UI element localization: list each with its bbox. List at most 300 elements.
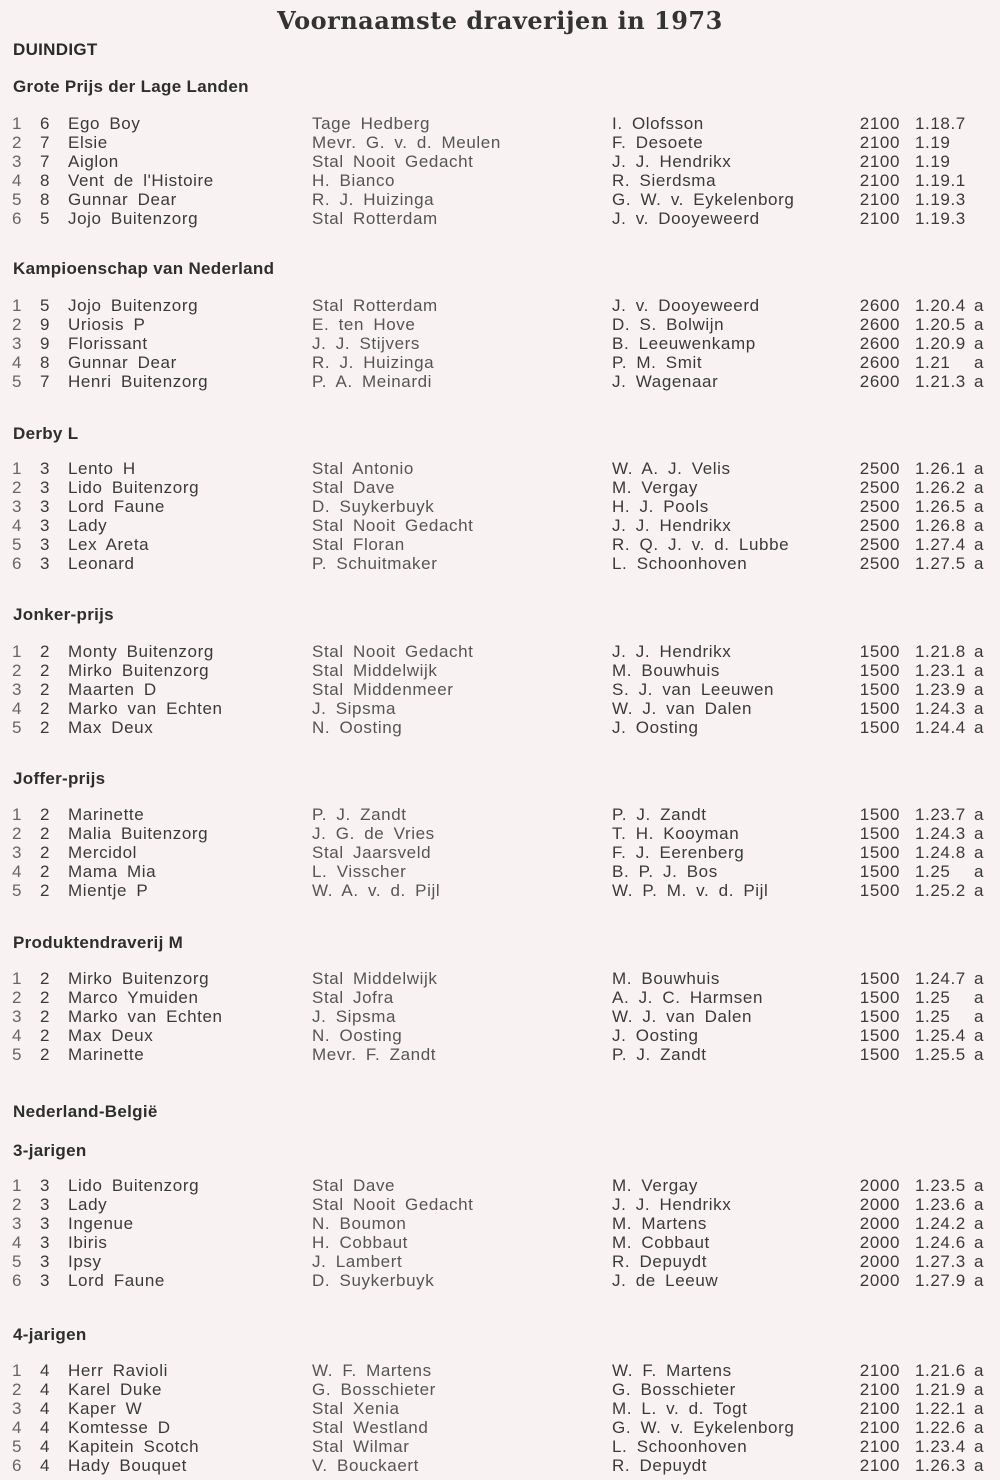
time-note: a — [974, 535, 985, 554]
driver-name: W. A. J. Velis — [612, 459, 731, 478]
finish-position: 4 — [12, 1418, 23, 1437]
horse-name: Gunnar Dear — [68, 353, 177, 372]
result-row — [0, 1233, 1000, 1253]
time-note: a — [974, 1437, 985, 1456]
owner-name: G. Bosschieter — [312, 1380, 436, 1399]
owner-name: Stal Nooit Gedacht — [312, 152, 474, 171]
time-note: a — [974, 718, 985, 737]
horse-name: Marco Ymuiden — [68, 988, 199, 1007]
race-distance: 2500 — [859, 497, 900, 516]
km-time: 1.25.2 — [915, 881, 966, 900]
horse-age: 3 — [40, 497, 51, 516]
race-distance: 1500 — [859, 1026, 900, 1045]
horse-age: 3 — [40, 1195, 51, 1214]
km-time: 1.27.4 — [915, 535, 966, 554]
finish-position: 3 — [12, 843, 23, 862]
horse-age: 8 — [40, 353, 51, 372]
race-distance: 1500 — [859, 805, 900, 824]
horse-name: Monty Buitenzorg — [68, 642, 214, 661]
result-row — [0, 171, 1000, 191]
km-time: 1.24.7 — [915, 969, 966, 988]
race-distance: 1500 — [859, 718, 900, 737]
owner-name: Stal Middenmeer — [312, 680, 454, 699]
time-note: a — [974, 1045, 985, 1064]
race-distance: 1500 — [859, 969, 900, 988]
driver-name: R. Sierdsma — [612, 171, 717, 190]
driver-name: G. W. v. Eykelenborg — [612, 190, 795, 209]
finish-position: 6 — [12, 1456, 23, 1475]
horse-name: Mercidol — [68, 843, 138, 862]
km-time: 1.27.3 — [915, 1252, 966, 1271]
time-note: a — [974, 372, 985, 391]
horse-name: Ingenue — [68, 1214, 134, 1233]
race-distance: 2500 — [859, 516, 900, 535]
horse-age: 3 — [40, 1271, 51, 1290]
horse-age: 2 — [40, 642, 51, 661]
result-row — [0, 516, 1000, 536]
horse-age: 2 — [40, 805, 51, 824]
time-note: a — [974, 516, 985, 535]
result-row — [0, 1176, 1000, 1196]
horse-age: 3 — [40, 1214, 51, 1233]
km-time: 1.21 — [915, 353, 951, 372]
horse-age: 4 — [40, 1380, 51, 1399]
result-row — [0, 1045, 1000, 1065]
horse-age: 2 — [40, 1026, 51, 1045]
driver-name: H. J. Pools — [612, 497, 709, 516]
horse-name: Uriosis P — [68, 315, 146, 334]
finish-position: 2 — [12, 1380, 23, 1399]
horse-name: Jojo Buitenzorg — [68, 209, 199, 228]
km-time: 1.19.3 — [915, 209, 966, 228]
owner-name: Stal Wilmar — [312, 1437, 410, 1456]
section-title: Produktendraverij M — [13, 933, 184, 952]
race-distance: 1500 — [859, 699, 900, 718]
finish-position: 5 — [12, 881, 23, 900]
horse-age: 5 — [40, 209, 51, 228]
section-title: Grote Prijs der Lage Landen — [13, 77, 249, 96]
horse-age: 3 — [40, 554, 51, 573]
finish-position: 6 — [12, 554, 23, 573]
owner-name: P. J. Zandt — [312, 805, 407, 824]
time-note: a — [974, 554, 985, 573]
horse-age: 4 — [40, 1437, 51, 1456]
race-distance: 2600 — [859, 296, 900, 315]
owner-name: N. Boumon — [312, 1214, 407, 1233]
finish-position: 3 — [12, 152, 23, 171]
km-time: 1.23.9 — [915, 680, 966, 699]
driver-name: J. J. Hendrikx — [612, 516, 732, 535]
owner-name: P. A. Meinardi — [312, 372, 433, 391]
horse-name: Lord Faune — [68, 1271, 165, 1290]
time-note: a — [974, 1026, 985, 1045]
race-distance: 1500 — [859, 881, 900, 900]
km-time: 1.25 — [915, 988, 951, 1007]
result-row — [0, 133, 1000, 153]
finish-position: 5 — [12, 718, 23, 737]
horse-name: Kaper W — [68, 1399, 143, 1418]
driver-name: M. Bouwhuis — [612, 969, 720, 988]
owner-name: Stal Westland — [312, 1418, 429, 1437]
horse-age: 4 — [40, 1418, 51, 1437]
horse-name: Karel Duke — [68, 1380, 163, 1399]
owner-name: Stal Dave — [312, 1176, 396, 1195]
horse-age: 3 — [40, 459, 51, 478]
race-distance: 2100 — [859, 1456, 900, 1475]
horse-age: 2 — [40, 881, 51, 900]
race-distance: 1500 — [859, 843, 900, 862]
result-row — [0, 1456, 1000, 1476]
driver-name: D. S. Bolwijn — [612, 315, 725, 334]
km-time: 1.19.1 — [915, 171, 966, 190]
horse-name: Henri Buitenzorg — [68, 372, 209, 391]
horse-name: Leonard — [68, 554, 135, 573]
owner-name: Stal Rotterdam — [312, 209, 438, 228]
section-title: Derby L — [13, 424, 79, 443]
finish-position: 3 — [12, 1399, 23, 1418]
km-time: 1.21.3 — [915, 372, 966, 391]
result-row — [0, 881, 1000, 901]
race-distance: 2100 — [859, 209, 900, 228]
finish-position: 4 — [12, 171, 23, 190]
result-row — [0, 152, 1000, 172]
result-row — [0, 1026, 1000, 1046]
race-distance: 2000 — [859, 1252, 900, 1271]
horse-name: Gunnar Dear — [68, 190, 177, 209]
driver-name: B. P. J. Bos — [612, 862, 718, 881]
km-time: 1.24.3 — [915, 824, 966, 843]
time-note: a — [974, 353, 985, 372]
km-time: 1.27.5 — [915, 554, 966, 573]
owner-name: Stal Nooit Gedacht — [312, 1195, 474, 1214]
result-row — [0, 680, 1000, 700]
horse-age: 2 — [40, 843, 51, 862]
result-row — [0, 862, 1000, 882]
owner-name: H. Cobbaut — [312, 1233, 408, 1252]
finish-position: 1 — [12, 969, 23, 988]
finish-position: 2 — [12, 988, 23, 1007]
horse-name: Ibiris — [68, 1233, 108, 1252]
driver-name: W. J. van Dalen — [612, 1007, 753, 1026]
driver-name: J. Oosting — [612, 1026, 699, 1045]
time-note: a — [974, 1399, 985, 1418]
driver-name: F. Desoete — [612, 133, 704, 152]
horse-age: 2 — [40, 969, 51, 988]
race-distance: 2500 — [859, 554, 900, 573]
owner-name: R. J. Huizinga — [312, 190, 435, 209]
driver-name: J. Oosting — [612, 718, 699, 737]
horse-age: 3 — [40, 535, 51, 554]
horse-age: 4 — [40, 1456, 51, 1475]
race-distance: 2000 — [859, 1195, 900, 1214]
result-row — [0, 805, 1000, 825]
result-row — [0, 209, 1000, 229]
race-distance: 1500 — [859, 680, 900, 699]
horse-name: Herr Ravioli — [68, 1361, 168, 1380]
finish-position: 1 — [12, 114, 23, 133]
horse-name: Lord Faune — [68, 497, 165, 516]
race-distance: 2600 — [859, 353, 900, 372]
horse-age: 2 — [40, 1007, 51, 1026]
finish-position: 2 — [12, 661, 23, 680]
horse-name: Lady — [68, 516, 108, 535]
race-distance: 1500 — [859, 642, 900, 661]
horse-name: Marinette — [68, 805, 145, 824]
time-note: a — [974, 1176, 985, 1195]
horse-age: 8 — [40, 171, 51, 190]
result-row — [0, 1195, 1000, 1215]
driver-name: T. H. Kooyman — [612, 824, 740, 843]
horse-age: 3 — [40, 1233, 51, 1252]
owner-name: Stal Floran — [312, 535, 405, 554]
race-distance: 2100 — [859, 1418, 900, 1437]
driver-name: P. J. Zandt — [612, 805, 707, 824]
finish-position: 1 — [12, 1176, 23, 1195]
section-title: Joffer-prijs — [13, 769, 106, 788]
km-time: 1.26.8 — [915, 516, 966, 535]
race-distance: 1500 — [859, 1045, 900, 1064]
driver-name: R. Q. J. v. d. Lubbe — [612, 535, 790, 554]
driver-name: R. Depuydt — [612, 1456, 708, 1475]
driver-name: G. Bosschieter — [612, 1380, 736, 1399]
time-note: a — [974, 699, 985, 718]
horse-name: Malia Buitenzorg — [68, 824, 209, 843]
time-note: a — [974, 1418, 985, 1437]
result-row — [0, 1418, 1000, 1438]
owner-name: J. J. Stijvers — [312, 334, 421, 353]
driver-name: J. v. Dooyeweerd — [612, 209, 760, 228]
km-time: 1.21.8 — [915, 642, 966, 661]
km-time: 1.19.3 — [915, 190, 966, 209]
horse-age: 3 — [40, 1252, 51, 1271]
time-note: a — [974, 1007, 985, 1026]
horse-name: Lady — [68, 1195, 108, 1214]
driver-name: P. J. Zandt — [612, 1045, 707, 1064]
result-row — [0, 372, 1000, 392]
owner-name: Mevr. G. v. d. Meulen — [312, 133, 501, 152]
time-note: a — [974, 661, 985, 680]
finish-position: 6 — [12, 1271, 23, 1290]
km-time: 1.26.2 — [915, 478, 966, 497]
km-time: 1.26.5 — [915, 497, 966, 516]
owner-name: N. Oosting — [312, 718, 403, 737]
finish-position: 1 — [12, 642, 23, 661]
section-title: 3-jarigen — [13, 1141, 87, 1160]
owner-name: V. Bouckaert — [312, 1456, 419, 1475]
race-distance: 1500 — [859, 862, 900, 881]
result-row — [0, 190, 1000, 210]
horse-age: 6 — [40, 114, 51, 133]
km-time: 1.21.6 — [915, 1361, 966, 1380]
horse-age: 8 — [40, 190, 51, 209]
race-distance: 2100 — [859, 1361, 900, 1380]
result-row — [0, 353, 1000, 373]
horse-name: Marinette — [68, 1045, 145, 1064]
horse-name: Marko van Echten — [68, 699, 223, 718]
result-row — [0, 824, 1000, 844]
driver-name: A. J. C. Harmsen — [612, 988, 764, 1007]
finish-position: 3 — [12, 334, 23, 353]
owner-name: Mevr. F. Zandt — [312, 1045, 437, 1064]
driver-name: J. v. Dooyeweerd — [612, 296, 760, 315]
race-distance: 2600 — [859, 315, 900, 334]
finish-position: 5 — [12, 1252, 23, 1271]
driver-name: I. Olofsson — [612, 114, 704, 133]
race-distance: 2000 — [859, 1176, 900, 1195]
owner-name: D. Suykerbuyk — [312, 1271, 435, 1290]
owner-name: Stal Dave — [312, 478, 396, 497]
time-note: a — [974, 805, 985, 824]
horse-name: Hady Bouquet — [68, 1456, 187, 1475]
result-row — [0, 661, 1000, 681]
km-time: 1.24.8 — [915, 843, 966, 862]
horse-name: Mientje P — [68, 881, 149, 900]
time-note: a — [974, 1195, 985, 1214]
time-note: a — [974, 1252, 985, 1271]
time-note: a — [974, 497, 985, 516]
horse-age: 2 — [40, 1045, 51, 1064]
result-row — [0, 296, 1000, 316]
result-row — [0, 554, 1000, 574]
finish-position: 5 — [12, 535, 23, 554]
horse-name: Max Deux — [68, 1026, 154, 1045]
result-row — [0, 699, 1000, 719]
horse-name: Elsie — [68, 133, 108, 152]
driver-name: R. Depuydt — [612, 1252, 708, 1271]
owner-name: N. Oosting — [312, 1026, 403, 1045]
owner-name: R. J. Huizinga — [312, 353, 435, 372]
horse-name: Lido Buitenzorg — [68, 478, 200, 497]
owner-name: W. A. v. d. Pijl — [312, 881, 441, 900]
race-distance: 2000 — [859, 1214, 900, 1233]
section-title: 4-jarigen — [13, 1325, 87, 1344]
km-time: 1.23.5 — [915, 1176, 966, 1195]
owner-name: H. Bianco — [312, 171, 396, 190]
time-note: a — [974, 315, 985, 334]
km-time: 1.24.6 — [915, 1233, 966, 1252]
race-distance: 2100 — [859, 133, 900, 152]
horse-age: 2 — [40, 699, 51, 718]
result-row — [0, 642, 1000, 662]
section-title: Kampioenschap van Nederland — [13, 259, 275, 278]
km-time: 1.20.5 — [915, 315, 966, 334]
finish-position: 2 — [12, 824, 23, 843]
race-distance: 2000 — [859, 1271, 900, 1290]
race-distance: 2500 — [859, 478, 900, 497]
finish-position: 3 — [12, 680, 23, 699]
horse-age: 2 — [40, 824, 51, 843]
result-row — [0, 1214, 1000, 1234]
driver-name: J. J. Hendrikx — [612, 1195, 732, 1214]
race-distance: 2100 — [859, 1437, 900, 1456]
race-distance: 1500 — [859, 1007, 900, 1026]
finish-position: 5 — [12, 1437, 23, 1456]
owner-name: J. Sipsma — [312, 1007, 397, 1026]
finish-position: 5 — [12, 372, 23, 391]
horse-name: Mama Mia — [68, 862, 157, 881]
km-time: 1.24.2 — [915, 1214, 966, 1233]
horse-age: 2 — [40, 862, 51, 881]
result-row — [0, 497, 1000, 517]
horse-age: 4 — [40, 1399, 51, 1418]
owner-name: J. G. de Vries — [312, 824, 435, 843]
race-distance: 2100 — [859, 171, 900, 190]
driver-name: J. J. Hendrikx — [612, 642, 732, 661]
time-note: a — [974, 459, 985, 478]
result-row — [0, 843, 1000, 863]
owner-name: Stal Rotterdam — [312, 296, 438, 315]
horse-age: 9 — [40, 315, 51, 334]
result-row — [0, 1361, 1000, 1381]
horse-name: Max Deux — [68, 718, 154, 737]
race-distance: 2100 — [859, 1399, 900, 1418]
owner-name: Stal Middelwijk — [312, 969, 438, 988]
km-time: 1.23.1 — [915, 661, 966, 680]
driver-name: F. J. Eerenberg — [612, 843, 745, 862]
result-row — [0, 1252, 1000, 1272]
time-note: a — [974, 1380, 985, 1399]
owner-name: J. Sipsma — [312, 699, 397, 718]
horse-age: 3 — [40, 478, 51, 497]
km-time: 1.22.6 — [915, 1418, 966, 1437]
horse-name: Mirko Buitenzorg — [68, 969, 210, 988]
time-note: a — [974, 680, 985, 699]
horse-name: Vent de l'Histoire — [68, 171, 214, 190]
horse-age: 7 — [40, 372, 51, 391]
horse-age: 4 — [40, 1361, 51, 1380]
result-row — [0, 1007, 1000, 1027]
finish-position: 4 — [12, 699, 23, 718]
km-time: 1.23.6 — [915, 1195, 966, 1214]
result-row — [0, 334, 1000, 354]
horse-name: Lento H — [68, 459, 136, 478]
driver-name: W. P. M. v. d. Pijl — [612, 881, 769, 900]
km-time: 1.25 — [915, 1007, 951, 1026]
time-note: a — [974, 1456, 985, 1475]
horse-age: 3 — [40, 1176, 51, 1195]
race-distance: 2100 — [859, 152, 900, 171]
time-note: a — [974, 642, 985, 661]
finish-position: 2 — [12, 1195, 23, 1214]
km-time: 1.23.4 — [915, 1437, 966, 1456]
finish-position: 3 — [12, 497, 23, 516]
km-time: 1.19 — [915, 152, 951, 171]
result-row — [0, 459, 1000, 479]
time-note: a — [974, 1361, 985, 1380]
km-time: 1.25.4 — [915, 1026, 966, 1045]
time-note: a — [974, 862, 985, 881]
race-distance: 2100 — [859, 1380, 900, 1399]
owner-name: Stal Nooit Gedacht — [312, 516, 474, 535]
race-distance: 2600 — [859, 334, 900, 353]
driver-name: W. F. Martens — [612, 1361, 732, 1380]
horse-name: Lido Buitenzorg — [68, 1176, 200, 1195]
horse-age: 7 — [40, 152, 51, 171]
horse-name: Lex Areta — [68, 535, 150, 554]
km-time: 1.20.9 — [915, 334, 966, 353]
owner-name: Stal Antonio — [312, 459, 414, 478]
driver-name: G. W. v. Eykelenborg — [612, 1418, 795, 1437]
km-time: 1.26.1 — [915, 459, 966, 478]
horse-age: 7 — [40, 133, 51, 152]
result-row — [0, 1380, 1000, 1400]
finish-position: 1 — [12, 459, 23, 478]
finish-position: 5 — [12, 1045, 23, 1064]
horse-age: 3 — [40, 516, 51, 535]
horse-name: Marko van Echten — [68, 1007, 223, 1026]
race-distance: 2500 — [859, 535, 900, 554]
horse-name: Mirko Buitenzorg — [68, 661, 210, 680]
